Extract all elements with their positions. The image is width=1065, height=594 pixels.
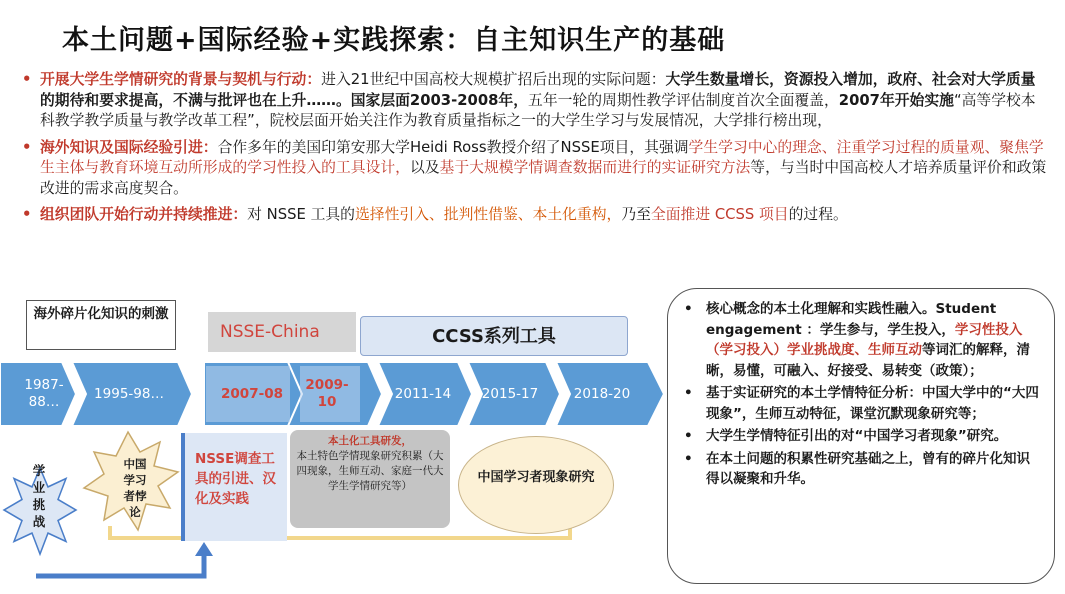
blue-arrowhead [195, 542, 213, 556]
bullet-lead: 开展大学生学情研究的背景与契机与行动： [40, 71, 322, 88]
panel-item [684, 299, 1040, 381]
timeline-label-1995: 1995-98… [94, 386, 164, 402]
nsse-translation-box: NSSE调查工具的引进、汉化及实践 [181, 433, 287, 541]
panel-item [684, 426, 1040, 447]
bullet-text: 五年一轮的周期性教学评估制度首次全面覆盖， [528, 91, 839, 109]
star-student-label: 学业挑战 [32, 463, 46, 529]
blue-arrow [36, 552, 204, 576]
bullet-red-text: 基于大规模学情调查数据而进行的实证研究方法 [439, 159, 751, 176]
bullet-text: 对 NSSE 工具的 [247, 206, 355, 223]
fragment-knowledge-box: 海外碎片化知识的刺激 [26, 300, 176, 350]
right-panel [667, 288, 1055, 584]
panel-text: 核心概念的本土化理解和实践性融入。Student engagement ：学生参与，学生投入， [706, 301, 997, 338]
panel-text: 基于实证研究的本土学情特征分析：中国大学中的“大四现象”，生师互动特征，课堂沉默现象研究等； [706, 385, 1039, 422]
tool-box-title: 本土化工具研发， [328, 435, 412, 447]
bullet-dot: • [684, 450, 693, 467]
bullet-dot: • [684, 428, 693, 444]
tool-box-body: 本土特色学情现象研究积累（大四现象，生师互动、家庭一代大学生学情研究等） [296, 450, 444, 492]
bullet-text: 进入21世纪中国高校大规模扩招后出现的实际问题： [321, 71, 666, 88]
learner-research-ellipse: 中国学习者现象研究 [458, 436, 614, 534]
star-paradox-label: 中国学习者悖论 [123, 457, 147, 519]
bullet-dot: • [684, 301, 693, 317]
bullet-text: 等，与当时中国高校人才培养质量评价和政策改进的需求高度契合。 [40, 159, 1047, 197]
bullet-text: 乃至 [621, 206, 651, 223]
bullet-red-text: 全面推进 CCSS 项目 [650, 206, 789, 223]
localized-tool-box [290, 430, 450, 528]
timeline-label-2009: 2009-10 [305, 377, 349, 410]
timeline-label-2018: 2018-20 [573, 386, 631, 402]
panel-red-text: 学习性投入（学习投入）学业挑战度、生师互动 [706, 321, 1023, 358]
bullet-bold-text: 大学生数量增长，资源投入增加，政府、社会对大学质量的期待和要求提高，不满与批评也在上升……。国家层面2003-2008年， [40, 71, 1036, 109]
panel-text: 等词汇的解释，清晰，易懂，可融入、好接受、易转变（政策）； [706, 342, 1030, 379]
bullet-lead: 组织团队开始行动并持续推进： [40, 206, 248, 223]
bullet-orange-text: 选择性引入、批判性借鉴、本土化重构， [354, 206, 622, 223]
bullet-bold-text: 2007年开始实施 [838, 91, 954, 109]
bullet-background [20, 70, 1050, 132]
panel-text: 在本土问题的积累性研究基础之上，曾有的碎片化知识得以凝聚和升华。 [706, 450, 1030, 487]
panel-text: 大学生学情特征引出的对“中国学习者现象”研究。 [706, 428, 1008, 444]
timeline-label-2015: 2015-17 [481, 386, 539, 402]
page-title: 本土问题+国际经验+实践探索：自主知识生产的基础 [62, 25, 726, 56]
bullet-text: “高等学校本科教学教学质量与教学改革工程”，院校层面开始关注作为教育质量指标之一的大学生学习与发展情况，大学排行榜出现， [40, 91, 1036, 129]
bullet-dot: • [22, 71, 32, 88]
bullet-red-text: 学生学习中心的理念、注重学习过程的质量观、聚焦学生主体与教育环境互动所形成的学习性投入的工具设计， [40, 138, 1044, 176]
timeline-label-1987: 1987-88… [24, 377, 64, 410]
bullet-text: 合作多年的美国印第安那大学Heidi Ross教授介绍了NSSE项目，其强调 [217, 138, 689, 156]
bullet-lead: 海外知识及国际经验引进： [40, 138, 218, 156]
timeline-label-2007: 2007-08 [221, 386, 283, 402]
ccss-tools-label: CCSS系列工具 [360, 316, 628, 356]
panel-item [684, 383, 1040, 424]
panel-item [684, 449, 1040, 490]
bullet-dot: • [684, 385, 693, 401]
bullet-overseas [20, 138, 1050, 200]
bullet-list [20, 70, 1050, 232]
bullet-team [20, 205, 1050, 226]
timeline-label-2011: 2011-14 [394, 386, 452, 402]
nsse-china-label: NSSE-China [208, 312, 356, 352]
bullet-dot: • [22, 138, 32, 156]
bullet-text: 以及 [409, 159, 440, 176]
bullet-dot: • [22, 206, 32, 223]
bullet-text: 的过程。 [788, 206, 848, 223]
